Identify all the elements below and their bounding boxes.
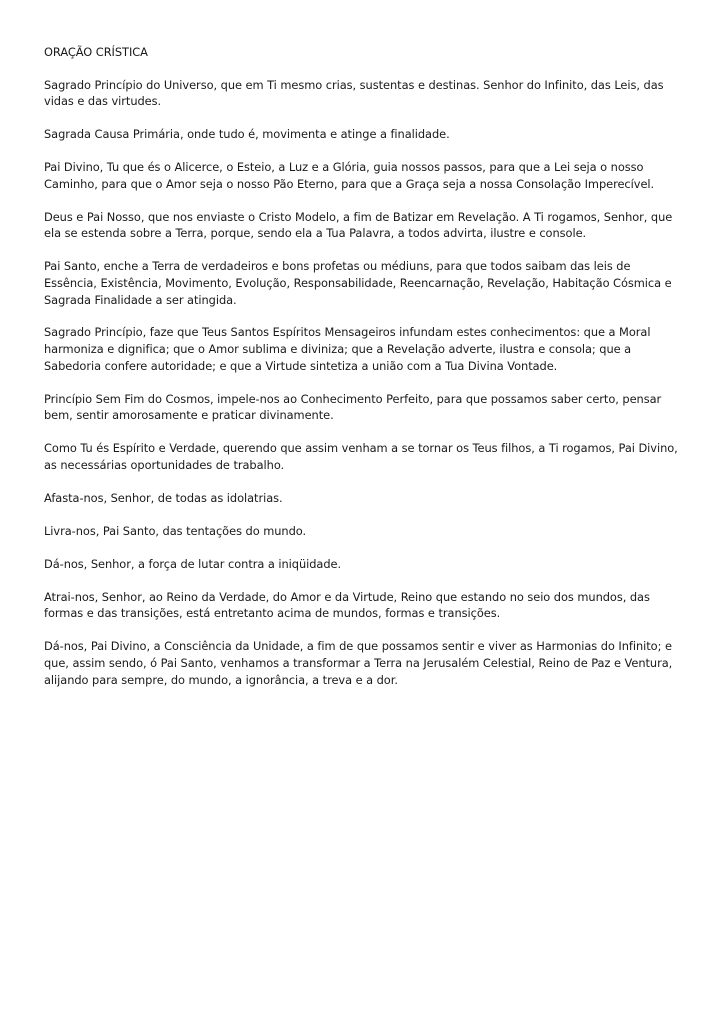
document-title: ORAÇÃO CRÍSTICA	[44, 45, 148, 59]
paragraph-5: Pai Santo, enche a Terra de verdadeiros e bons profetas ou médiuns, para que todos saibam das leis de Essência, Existência, Movimento, Evolução, Responsabilidade, Reencarnação, Revelação, Habitação Cósmica e Sagrada Finalidade a ser atingida.	[44, 259, 672, 307]
paragraph-13: Dá-nos, Pai Divino, a Consciência da Unidade, a fim de que possamos sentir e viver as Harmonias do Infinito; e que, assim sendo, ó Pai Santo, venhamos a transformar a Terra na Jerusalém Celestial, Reino de Paz e Ventura, alijando para sempre, do mundo, a ignorância, a treva e a dor.	[44, 639, 673, 687]
paragraph-6: Sagrado Princípio, faze que Teus Santos Espíritos Mensageiros infundam estes conhecimentos: que a Moral harmoniza e dignifica; que o Amor sublima e diviniza; que a Revelação adverte, ilustra e consola; que a Sabedoria confere autoridade; e que a Virtude sintetiza a união com a Tua Divina Vontade.	[44, 325, 651, 373]
paragraph-4: Deus e Pai Nosso, que nos enviaste o Cristo Modelo, a fim de Batizar em Revelação. A Ti rogamos, Senhor, que ela se estenda sobre a Terra, porque, sendo ela a Tua Palavra, a todos advirta, ilustre e console.	[44, 209, 673, 241]
paragraph-9: Afasta-nos, Senhor, de todas as idolatrias.	[44, 490, 283, 505]
document-body	[44, 44, 684, 705]
paragraph-10: Livra-nos, Pai Santo, das tentações do mundo.	[44, 523, 307, 538]
paragraph-7: Princípio Sem Fim do Cosmos, impele-nos ao Conhecimento Perfeito, para que possamos saber certo, pensar bem, sentir amorosamente e praticar divinamente.	[44, 391, 662, 423]
paragraph-1: Sagrado Princípio do Universo, que em Ti mesmo crias, sustentas e destinas. Senhor do Infinito, das Leis, das vidas e das virtudes.	[44, 77, 664, 109]
paragraph-3: Pai Divino, Tu que és o Alicerce, o Esteio, a Luz e a Glória, guia nossos passos, para que a Lei seja o nosso Caminho, para que o Amor seja o nosso Pão Eterno, para que a Graça seja a nossa Consolação Imperecível.	[44, 160, 655, 191]
paragraph-8: Como Tu és Espírito e Verdade, querendo que assim venham a se tornar os Teus filhos, a Ti rogamos, Pai Divino, as necessárias oportunidades de trabalho.	[44, 441, 678, 472]
paragraph-2: Sagrada Causa Primária, onde tudo é, movimenta e atinge a finalidade.	[44, 127, 450, 142]
paragraph-12: Atrai-nos, Senhor, ao Reino da Verdade, do Amor e da Virtude, Reino que estando no seio dos mundos, das formas e das transições, está entretanto acima de mundos, formas e transições.	[44, 589, 650, 621]
paragraph-11: Dá-nos, Senhor, a força de lutar contra a iniqüidade.	[44, 556, 342, 571]
